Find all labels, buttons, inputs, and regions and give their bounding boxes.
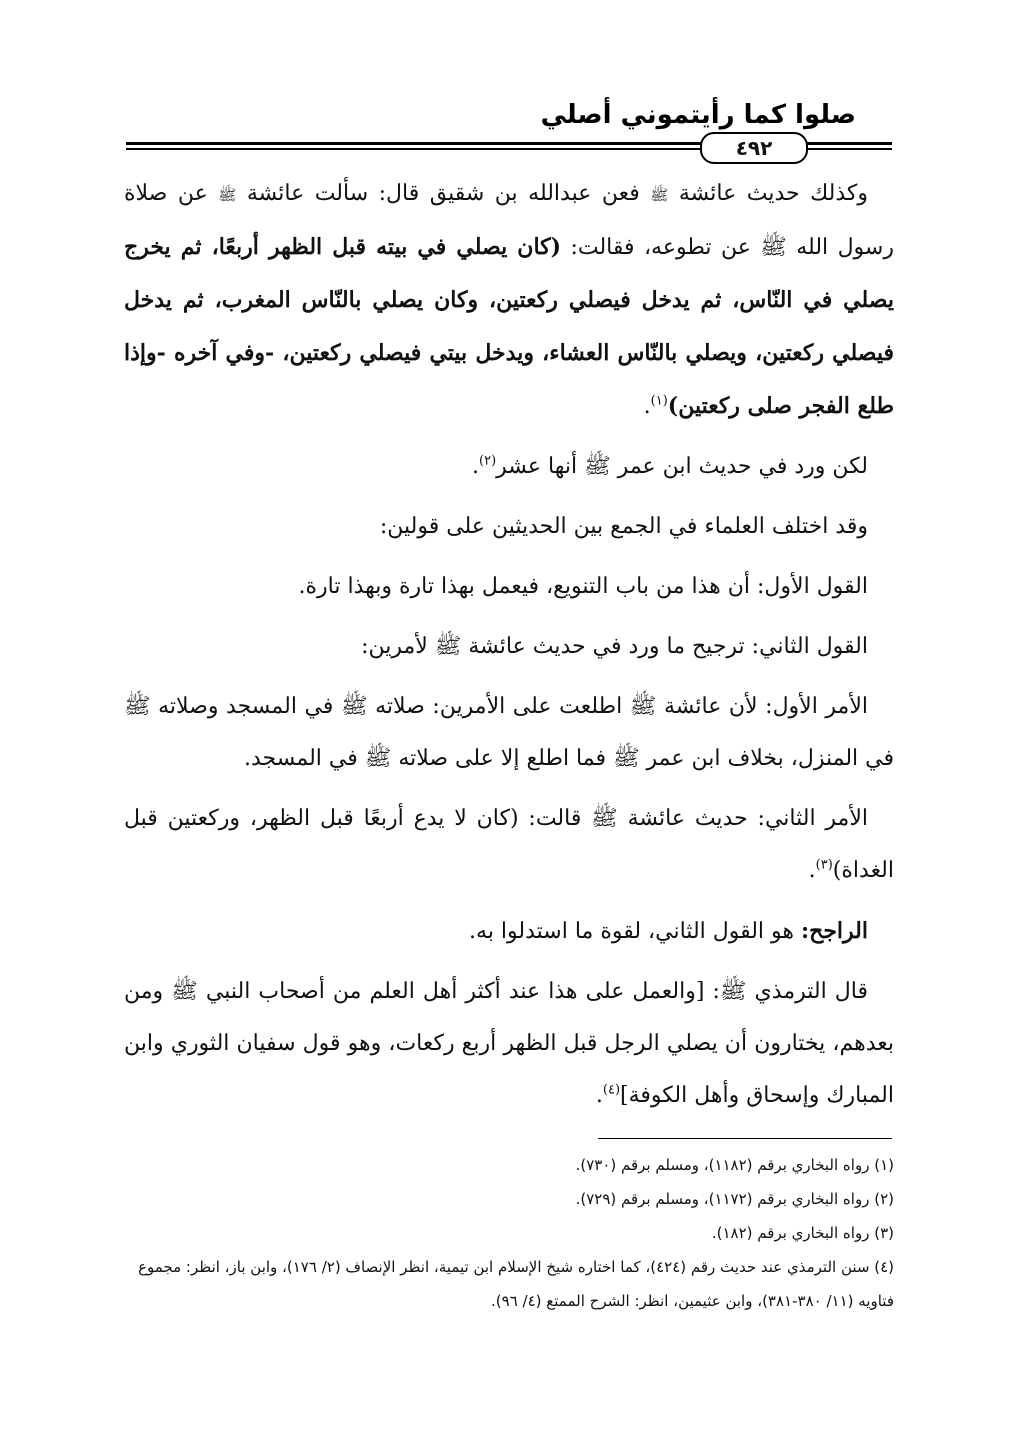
footnotes xyxy=(124,1148,894,1318)
paragraph-first-reason: الأمر الأول: لأن عائشة ﷺ اطلعت على الأمرين: صلاته ﷺ في المسجد وصلاته ﷺ في المنزل، بخلاف ابن عمر ﷺ فما اطلع إلا على صلاته ﷺ في المسجد. xyxy=(124,694,894,771)
text-span: . xyxy=(472,454,480,479)
footnote-ref-2: (٢) xyxy=(479,453,497,469)
footnote-ref-1: (١) xyxy=(650,393,668,409)
paragraph-ibn-umar xyxy=(124,441,894,493)
paragraph-two-opinions: وقد اختلف العلماء في الجمع بين الحديثين على قولين: xyxy=(379,514,868,539)
honorific-glyph: ﷺ xyxy=(218,186,237,204)
footnote-separator xyxy=(598,1138,892,1139)
paragraph-aisha-hadith xyxy=(124,168,894,433)
honorific-glyph: ﷺ xyxy=(650,186,669,204)
footnote-3: (٣) رواه البخاري برقم (١٨٢). xyxy=(711,1224,894,1242)
hadith-quote: (كان يصلي في بيته قبل الظهر أربعًا، ثم يخرج يصلي في النّاس، ثم يدخل فيصلي ركعتين، وكان يصلي بالنّاس المغرب، ثم يدخل فيصلي ركعتين، ويصلي بالنّاس العشاء، ويدخل بيتي فيصلي ركعتين، -وفي آخره -وإذا طلع الفجر صلى ركعتين) xyxy=(124,234,894,419)
text-span: . xyxy=(595,1083,603,1108)
paragraph-tirmidhi xyxy=(124,966,894,1122)
paragraph-first-opinion: القول الأول: أن هذا من باب التنويع، فيعمل بهذا تارة وبهذا تارة. xyxy=(298,574,868,599)
text-span: فعن عبدالله بن شقيق قال: سألت عائشة xyxy=(246,181,640,206)
page-number-badge: ٤٩٢ xyxy=(700,132,808,164)
text-span: هو القول الثاني، لقوة ما استدلوا به. xyxy=(469,919,801,944)
body-text xyxy=(124,168,894,1122)
text-span: لكن ورد في حديث ابن عمر ﷺ أنها عشر xyxy=(496,454,868,479)
text-span: . xyxy=(808,858,816,883)
running-title: صلوا كما رأيتموني أصلي xyxy=(540,100,856,130)
paragraph-second-reason xyxy=(124,793,894,897)
footnote-2: (٢) رواه البخاري برقم (١١٧٢)، ومسلم برقم (٧٢٩). xyxy=(575,1190,894,1208)
text-span: وكذلك حديث عائشة xyxy=(678,181,868,206)
text-span: قال الترمذي ﷺ: [والعمل على هذا عند أكثر أهل العلم من أصحاب النبي ﷺ ومن بعدهم، يختارون أن يصلي الرجل قبل الظهر أربع ركعات، وهو قول سفيان الثوري وابن المبارك وإسحاق وأهل الكوفة] xyxy=(124,979,895,1108)
paragraph-second-opinion: القول الثاني: ترجيح ما ورد في حديث عائشة ﷺ لأمرين: xyxy=(361,634,868,659)
footnote-ref-4: (٤) xyxy=(602,1082,621,1098)
text-span: . xyxy=(643,394,651,419)
text-span: عن صلاة رسول الله ﷺ عن تطوعه، فقالت: xyxy=(124,181,894,260)
footnote-1: (١) رواه البخاري برقم (١١٨٢)، ومسلم برقم (٧٣٠). xyxy=(575,1156,894,1174)
text-span: الأمر الثاني: حديث عائشة ﷺ قالت: (كان لا يدع أربعًا قبل الظهر، وركعتين قبل الغداة) xyxy=(124,806,894,883)
footnote-4: (٤) سنن الترمذي عند حديث رقم (٤٢٤)، كما اختاره شيخ الإسلام ابن تيمية، انظر الإنصاف (٢/ ١٧٦)، وابن باز، انظر: مجموع فتاويه (١١/ ٣٨٠-٣٨١)، وابن عثيمين، انظر: الشرح الممتع (٤/ ٩٦). xyxy=(138,1258,894,1310)
footnote-ref-3: (٣) xyxy=(815,857,833,873)
preferred-label: الراجح: xyxy=(801,918,868,944)
paragraph-preferred xyxy=(124,905,894,958)
